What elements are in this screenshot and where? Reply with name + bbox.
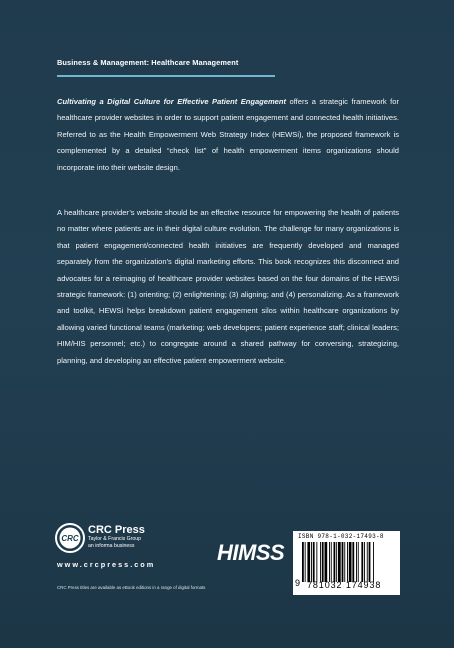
blurb-paragraph-1 bbox=[57, 94, 399, 176]
barcode-digits: 781032 174938 bbox=[307, 580, 382, 590]
barcode-bars-icon bbox=[302, 542, 396, 582]
publisher-url: www.crcpress.com bbox=[57, 560, 156, 569]
publisher-block bbox=[88, 524, 145, 549]
blurb-paragraph-1-text: offers a strategic framework for healthcare provider websites in order to support patient engagement and connected health initiatives. Referred to as the Health Empowerment Web Strategy Index (HEWSi), the proposed framework is complemented by a detailed “check list” of health empowerment items organizations should incorporate into their website design. bbox=[57, 97, 399, 172]
publisher-business: an informa business bbox=[88, 542, 135, 549]
publisher-name: CRC Press bbox=[88, 524, 145, 536]
blurb-paragraph-2: A healthcare provider’s website should be an effective resource for empowering the health of patients no matter where patients are in their digital culture evolution. The challenge for many organizations is that patient engagement/connected health initiatives are frequently developed and managed separately from the organization’s digital marketing efforts. This book recognizes this disconnect and advocates for a reimaging of healthcare provider websites based on the four domains of the HEWSi strategic framework: (1) orienting; (2) enlightening; (3) aligning; and (4) personalizing. As a framework and toolkit, HEWSi helps breakdown patient engagement silos within healthcare organizations by allowing varied functional teams (marketing; web developers; patient experience staff; clinical leaders; HIM/HIS personnel; etc.) to congregate around a shared pathway for conversing, strategizing, planning, and developing an effective patient empowerment website. bbox=[57, 208, 399, 365]
isbn-barcode bbox=[293, 531, 400, 595]
crc-logo-text: CRC bbox=[61, 534, 79, 543]
book-title-inline: Cultivating a Digital Culture for Effective Patient Engagement bbox=[57, 97, 286, 106]
crc-press-logo-icon bbox=[55, 523, 85, 553]
accent-rule bbox=[57, 75, 275, 77]
barcode-lead-digit: 9 bbox=[295, 578, 301, 588]
publisher-group: Taylor & Francis Group bbox=[88, 536, 142, 542]
isbn-text: ISBN 978-1-032-17493-8 bbox=[298, 533, 384, 540]
category-label: Business & Management: Healthcare Management bbox=[57, 58, 239, 67]
himss-logo: HIMSS bbox=[217, 540, 285, 565]
ebook-note: CRC Press titles are available as eBook editions in a range of digital formats bbox=[57, 585, 206, 590]
